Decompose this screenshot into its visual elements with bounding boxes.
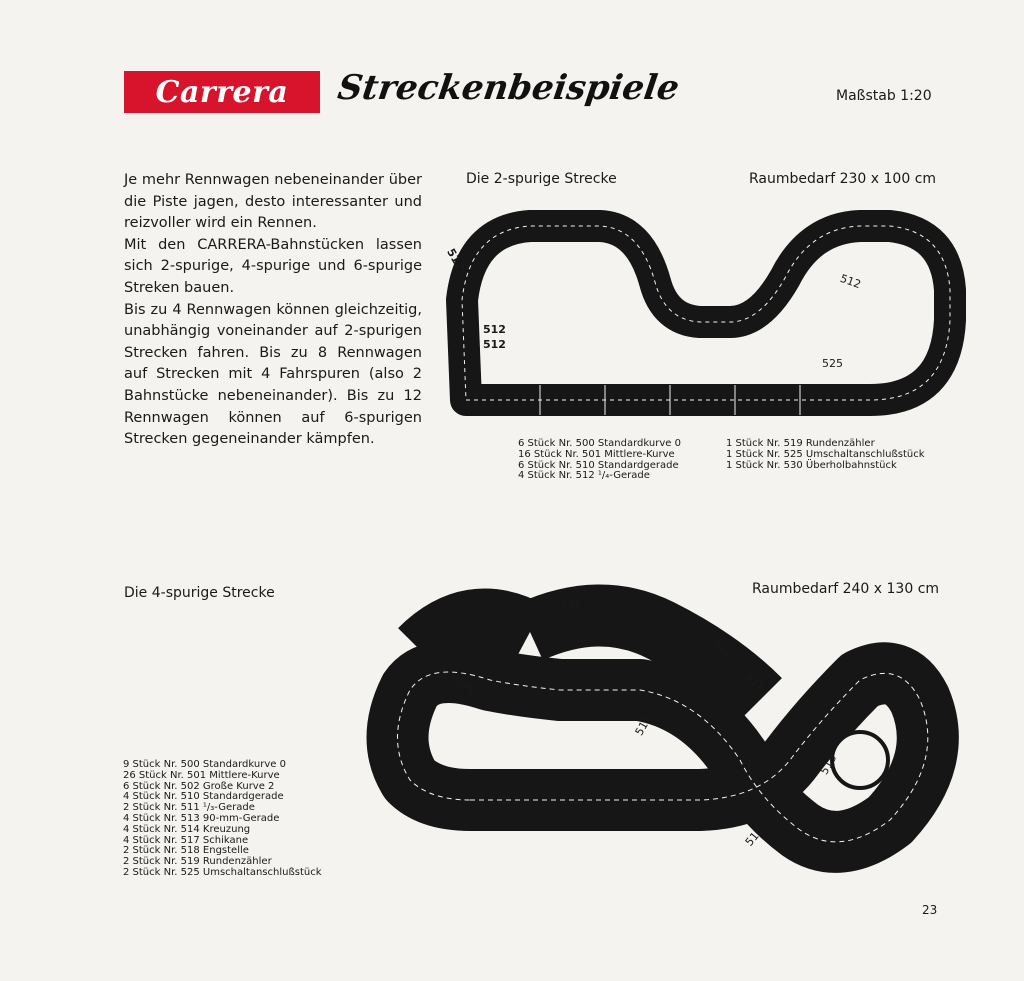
- two-lane-track-diagram: [462, 226, 950, 415]
- piece-label: 513: [742, 824, 767, 849]
- piece-label: 511: [710, 637, 733, 662]
- four-lane-parts: [123, 760, 322, 879]
- four-lane-space: Raumbedarf 240 x 130 cm: [752, 581, 940, 597]
- parts-item: 4 Stück Nr. 514 Kreuzung: [123, 823, 251, 835]
- parts-item: 4 Stück Nr. 510 Standardgerade: [123, 791, 284, 803]
- parts-item: 1 Stück Nr. 530 Überholbahnstück: [726, 459, 897, 471]
- page-number: 23: [922, 903, 938, 917]
- scale-note: Maßstab 1:20: [836, 88, 932, 104]
- piece-label: 511: [632, 713, 655, 738]
- piece-label: 525: [822, 357, 843, 370]
- intro-paragraph: Mit den CARRERA-Bahnstücken lassen sich 2-spurige, 4-spurige und 6-spurige Streken bauen.: [124, 236, 422, 296]
- parts-item: 2 Stück Nr. 518 Engstelle: [123, 845, 249, 857]
- piece-label: 525: [451, 676, 476, 697]
- parts-item: 4 Stück Nr. 512 ¹/₄-Gerade: [518, 470, 650, 482]
- intro-paragraph: Je mehr Rennwagen nebeneinander über die Piste jagen, desto interessanter und reizvoller wird ein Rennen.: [124, 172, 422, 232]
- intro-paragraph: Bis zu 4 Rennwagen können gleichzeitig, unabhängig voneinander auf 2-spurigen Strecken fahren. Bis zu 8 Rennwagen auf Strecken mit 4 Fahrspuren (also 2 Bahnstücke nebeneinander). Bis zu 12 Rennwagen können auf 6-spurigen Strecken gegeneinander kämpfen.: [124, 301, 422, 448]
- parts-item: 2 Stück Nr. 525 Umschaltanschlußstück: [123, 866, 322, 878]
- piece-label: 512: [444, 246, 467, 273]
- piece-label: 512: [838, 271, 863, 292]
- parts-item: 4 Stück Nr. 517 Schikane: [123, 834, 249, 846]
- piece-label: 513: [817, 752, 840, 777]
- two-lane-parts-right: [726, 439, 925, 471]
- parts-item: 26 Stück Nr. 501 Mittlere-Kurve: [123, 769, 280, 781]
- piece-label: 512: [483, 338, 506, 351]
- four-lane-title: Die 4-spurige Strecke: [124, 585, 275, 601]
- two-lane-title: Die 2-spurige Strecke: [466, 171, 617, 187]
- page-heading: Streckenbeispiele: [335, 68, 682, 108]
- parts-item: 6 Stück Nr. 500 Standardkurve 0: [518, 438, 681, 449]
- parts-item: 9 Stück Nr. 500 Standardkurve 0: [123, 759, 286, 770]
- two-lane-space: Raumbedarf 230 x 100 cm: [749, 171, 937, 187]
- brand-text: Carrera: [155, 74, 289, 110]
- parts-item: 6 Stück Nr. 510 Standardgerade: [518, 459, 679, 471]
- piece-label: 525: [561, 597, 582, 610]
- piece-label: 512: [483, 323, 506, 336]
- parts-item: 1 Stück Nr. 519 Rundenzähler: [726, 438, 875, 449]
- piece-label: 513: [742, 670, 767, 695]
- parts-item: 2 Stück Nr. 519 Rundenzähler: [123, 856, 272, 868]
- parts-item: 1 Stück Nr. 525 Umschaltanschlußstück: [726, 448, 925, 460]
- parts-item: 6 Stück Nr. 502 Große Kurve 2: [123, 780, 275, 792]
- parts-item: 16 Stück Nr. 501 Mittlere-Kurve: [518, 448, 675, 460]
- parts-item: 2 Stück Nr. 511 ¹/₃-Gerade: [123, 802, 255, 814]
- two-lane-parts-left: [518, 439, 681, 482]
- four-lane-track-diagram: [398, 615, 928, 841]
- parts-item: 4 Stück Nr. 513 90-mm-Gerade: [123, 812, 280, 824]
